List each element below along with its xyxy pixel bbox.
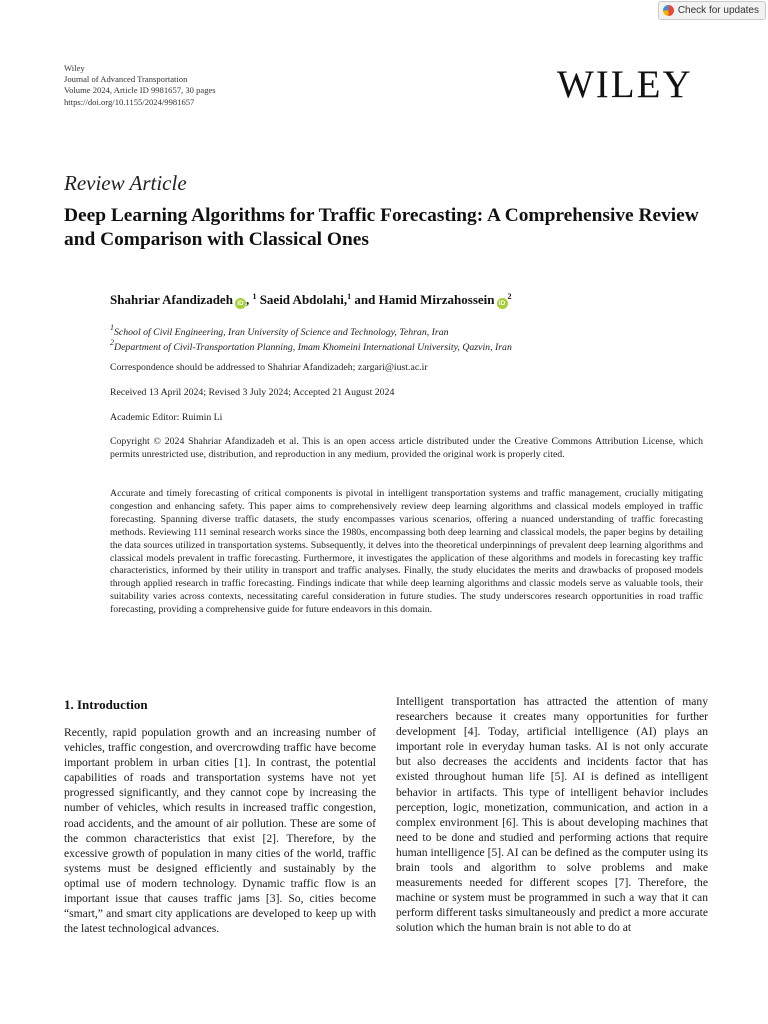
academic-editor: Academic Editor: Ruimin Li: [110, 412, 223, 423]
orcid-icon[interactable]: iD: [497, 298, 508, 309]
crossmark-icon: [663, 5, 674, 16]
author-name[interactable]: Hamid Mirzahossein: [378, 292, 495, 307]
article-title: Deep Learning Algorithms for Traffic Forecasting: A Comprehensive Review and Comparison with Classical Ones: [64, 205, 699, 250]
publisher-name: Wiley: [64, 63, 85, 73]
journal-meta: [64, 63, 216, 108]
body-column-right: Intelligent transportation has attracted the attention of many researchers because it creates many opportunities for further development [4]. Today, artificial intelligence (AI) plays an important role in everyday human tasks. AI is not only accurate but also decreases the accidents and incidents factor that has existed throughout human life [5]. AI is defined as intelligent behavior in artifacts. This type of intelligent behavior includes perception, logic, monetization, communication, and action in a complex environment [6]. This is about developing machines that need to be done and studied and performing actions that require human intelligence [5]. AI can be defined as the computer using its brain tools and algorithm to solve problems and make measurements needed for different scopes [7]. Therefore, the machine or system must be programmed in such a way that it can perform different tasks simultaneously and predict a more accurate solution which the human brain is not able to do at: [396, 695, 708, 935]
check-for-updates-button[interactable]: [658, 1, 766, 20]
orcid-icon[interactable]: iD: [235, 298, 246, 309]
abstract: Accurate and timely forecasting of critical components is pivotal in intelligent transportation systems and traffic management, crucially mitigating congestion and enhancing safety. This paper aims to comprehensively review deep learning algorithms and classical models employed in traffic forecasting. Spanning diverse traffic datasets, the study encompasses various scenarios, offering a nuanced understanding of traffic forecasting methods. Reviewing 111 seminal research works since the 1980s, encompassing both deep learning and classical models, the paper begins by detailing the data sources utilized in transportation systems. Subsequently, it delves into the theoretical underpinnings of prevalent deep learning algorithms and classical models prevalent in traffic forecasting. Furthermore, it investigates the application of these algorithms and models in forecasting key traffic characteristics, informed by their utility in transport and traffic analyses. Finally, the study elucidates the merits and drawbacks of proposed models through applied research in traffic forecasting. Findings indicate that while deep learning algorithms and classic models serve as valuable tools, their suitability varies across contexts, necessitating careful consideration in future studies. The study underscores research opportunities in road traffic forecasting, providing a comprehensive guide for future endeavors in this domain.: [110, 488, 703, 616]
article-dates: Received 13 April 2024; Revised 3 July 2024; Accepted 21 August 2024: [110, 387, 395, 398]
copyright-notice: Copyright © 2024 Shahriar Afandizadeh et al. This is an open access article distributed under the Creative Commons Attribution License, which permits unrestricted use, distribution, and reproduction in any medium, provided the original work is properly cited.: [110, 436, 703, 460]
author-name[interactable]: Saeid Abdolahi,: [259, 292, 348, 307]
correspondence: Correspondence should be addressed to Shahriar Afandizadeh; zargari@iust.ac.ir: [110, 362, 428, 373]
doi-link[interactable]: https://doi.org/10.1155/2024/9981657: [64, 96, 195, 107]
author-name[interactable]: Shahriar Afandizadeh: [110, 292, 233, 307]
affiliation-1: $^1$School of Civil Engineering, Iran University of Science and Technology, Tehran, Iran: [110, 323, 449, 338]
wiley-logo: WILEY: [557, 63, 693, 106]
body-column-left: Recently, rapid population growth and an increasing number of vehicles, traffic congestion, and overcrowding traffic have become important problem in urban cities [1]. In contrast, the potential capabilities of roads and transportation systems have not yet progressed significantly, and they cannot cope by increasing the number of vehicles, which results in increased traffic congestion, road accidents, and the amount of air pollution. These are some of the common characteristics that exist [2]. Therefore, by the excessive growth of population in many cities of the world, traffic systems must be designed efficiently and sustainably by the optimal use of modern technology. Dynamic traffic flow is an important issue that causes traffic jams [3]. So, cities become “smart,” and smart city applications are developed to keep up with the latest technological advances.: [64, 726, 376, 936]
check-for-updates-label: Check for updates: [677, 5, 759, 16]
affiliation-2: $^2$Department of Civil-Transportation Planning, Imam Khomeini International University, Qazvin, Iran: [110, 338, 512, 353]
author-list: Shahriar Afandizadeh iD , $^1$ Saeid Abdolahi,$^1$ and Hamid Mirzahossein $iD^2$: [110, 292, 512, 307]
section-heading: 1. Introduction: [64, 697, 148, 712]
article-type: Review Article: [64, 171, 187, 195]
volume-info: Volume 2024, Article ID 9981657, 30 pages: [64, 85, 216, 96]
journal-name: Journal of Advanced Transportation: [64, 74, 188, 85]
